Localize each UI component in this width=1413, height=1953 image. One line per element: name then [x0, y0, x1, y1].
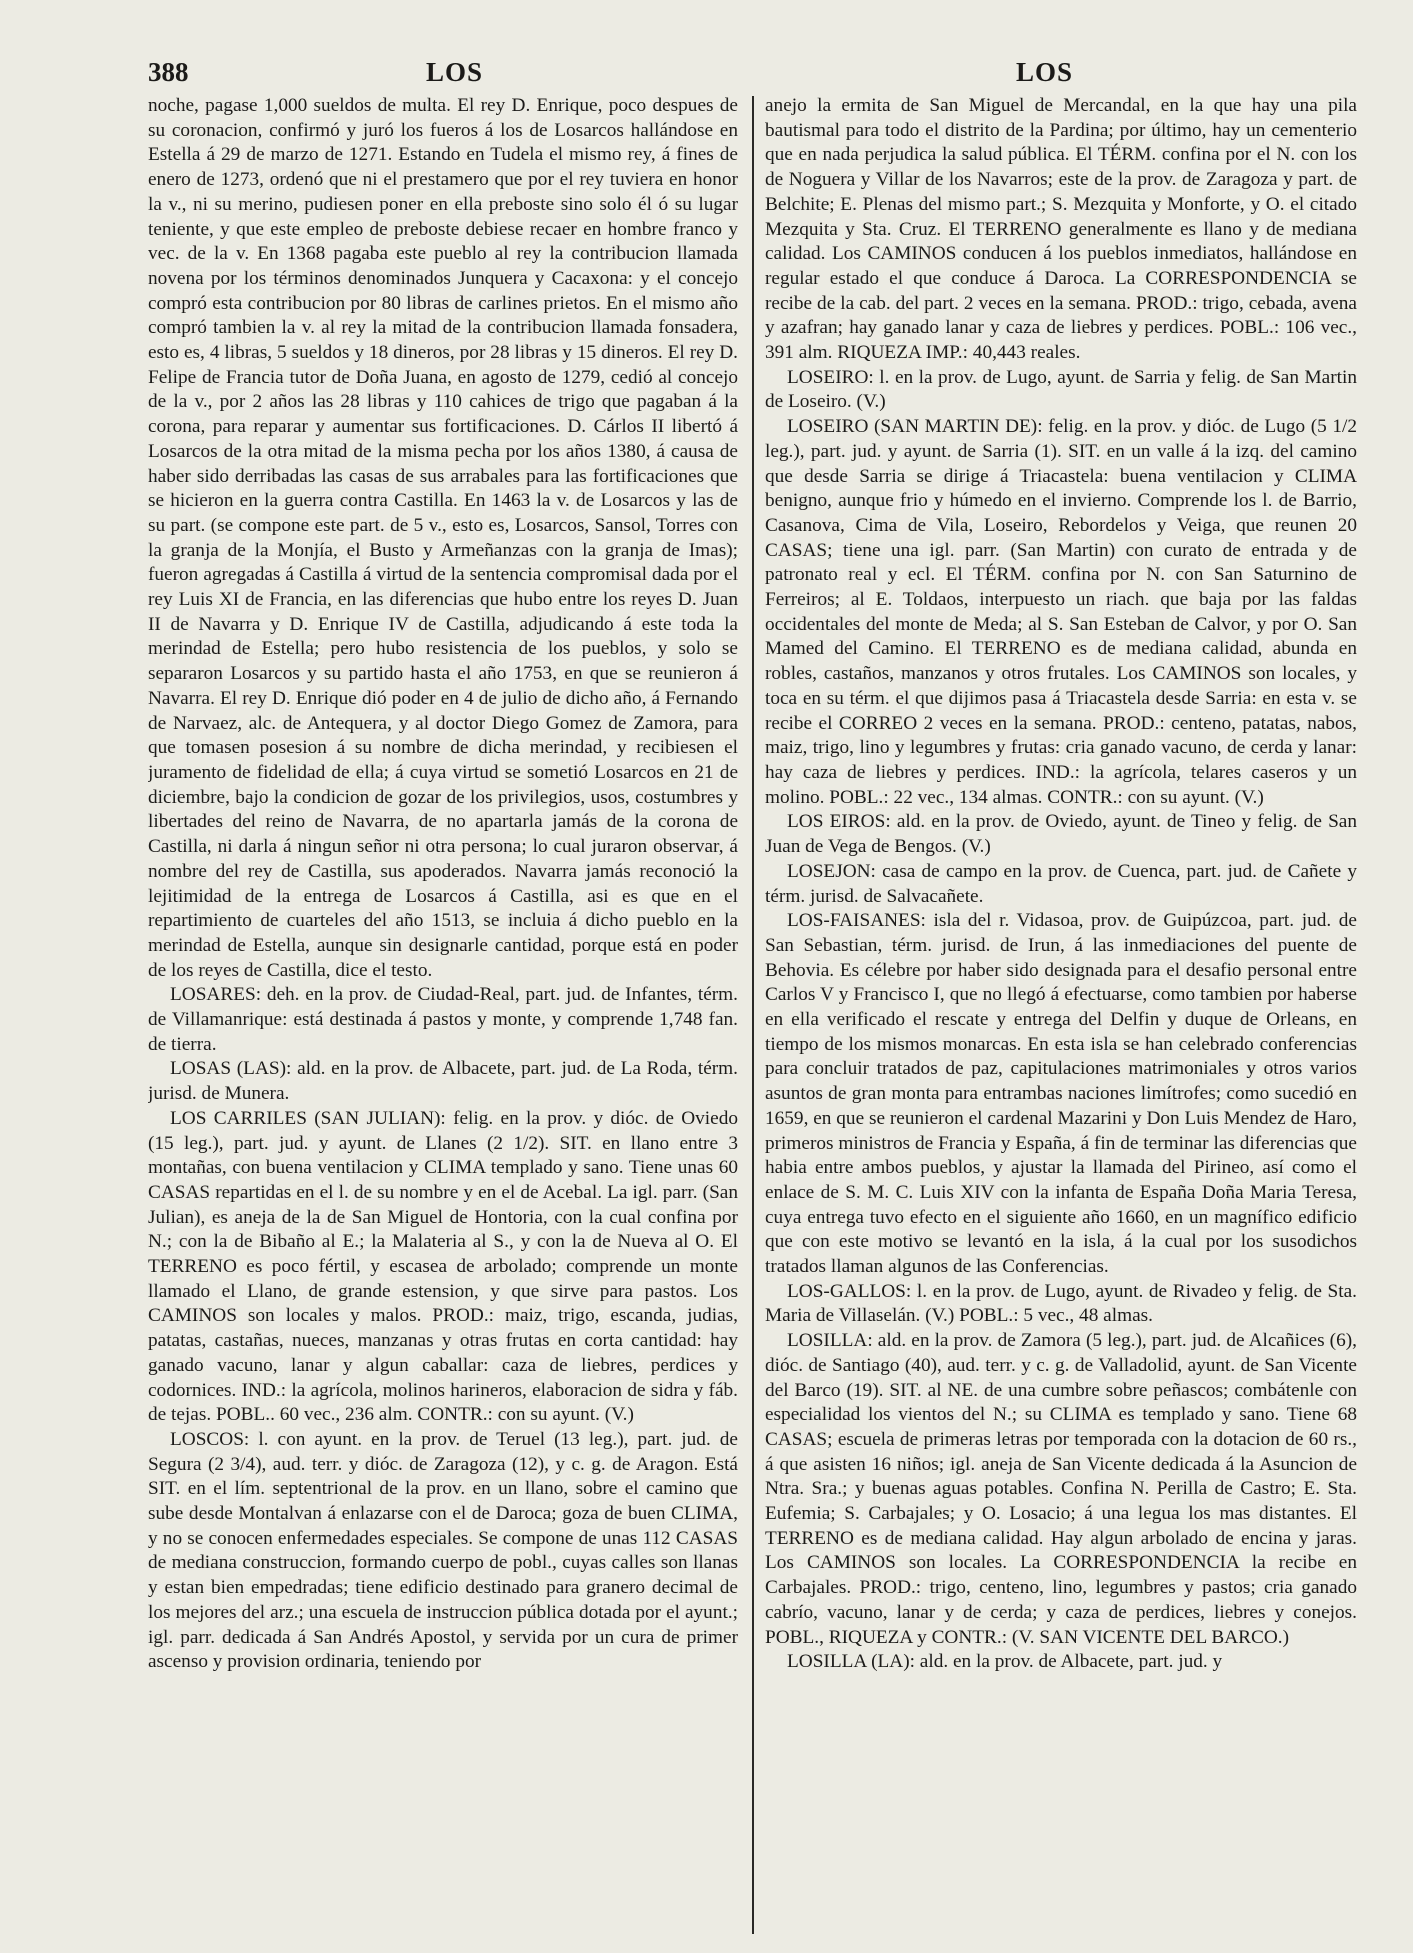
- right-column: [765, 94, 1357, 1935]
- left-column: [148, 94, 738, 1935]
- entry-paragraph: LOSCOS: l. con ayunt. en la prov. de Teruel (13 leg.), part. jud. de Segura (2 3/4), aud. terr. y dióc. de Zaragoza (12), y c. g. de Aragon. Está SIT. en el lím. septentrional de la prov. en un llano, sobre el camino que sube desde Montalvan á enlazarse con el de Daroca; goza de buen CLIMA, y no se conocen enfermedades especiales. Se compone de unas 112 CASAS de mediana construccion, formando cuerpo de pobl., cuyas calles son llanas y estan bien empedradas; tiene edificio destinado para granero decimal de los mejores del arz.; una escuela de instruccion pública dotada por el ayunt.; igl. parr. dedicada á San Andrés Apostol, y servida por un cura de primer ascenso y provision ordinaria, teniendo por: [148, 1428, 738, 1673]
- entry-paragraph: LOSILLA: ald. en la prov. de Zamora (5 leg.), part. jud. de Alcañices (6), dióc. de Santiago (40), aud. terr. y c. g. de Valladolid, ayunt. de San Vicente del Barco (19). SIT. al NE. de una cumbre sobre peñascos; combátenle con especialidad los vientos del N.; su CLIMA es templado y sano. Tiene 68 CASAS; escuela de primeras letras por temporada con la dotacion de 60 rs., á que asisten 16 niños; igl. aneja de San Vicente dedicada á la Asuncion de Ntra. Sra.; y buenas aguas potables. Confina N. Perilla de Castro; E. Sta. Eufemia; S. Carbajales; y O. Losacio; á una legua los mas distantes. El TERRENO es de mediana calidad. Hay algun arbolado de encina y jaras. Los CAMINOS son locales. La CORRESPONDENCIA la recibe en Carbajales. PROD.: trigo, centeno, lino, legumbres y pastos; cria ganado cabrío, vacuno, lanar y de cerda; y caza de perdices, liebres y conejos. POBL., RIQUEZA y CONTR.: (V. SAN VICENTE DEL BARCO.): [765, 1330, 1357, 1648]
- entry-paragraph: LOS EIROS: ald. en la prov. de Oviedo, ayunt. de Tineo y felig. de San Juan de Vega de Bengos. (V.): [765, 811, 1357, 858]
- entry-paragraph: noche, pagase 1,000 sueldos de multa. El rey D. Enrique, poco despues de su coronacion, confirmó y juró los fueros á los de Losarcos hallándose en Estella á 29 de marzo de 1271. Estando en Tudela el mismo rey, á fines de enero de 1273, ordenó que ni el prestamero que por el rey tuviera en honor la v., ni su merino, pudiesen poner en ella preboste sino solo él ó su lugar teniente, y que este empleo de preboste debiese recaer en hombre franco y vec. de la v. En 1368 pagaba este pueblo al rey la contribucion llamada novena por los términos denominados Junquera y Cacaxona: y el concejo compró esta contribucion por 80 libras de carlines prietos. En el mismo año compró tambien la v. al rey la mitad de la contribucion llamada fonsadera, esto es, 4 libras, 5 sueldos y 18 dineros, por 28 libras y 15 dineros. El rey D. Felipe de Francia tutor de Doña Juana, en agosto de 1279, cedió al concejo de la v., por 2 años las 28 libras y 110 cahices de trigo que pagaban á la corona, para reparar y aumentar sus fortificaciones. D. Cárlos II libertó á Losarcos de la otra mitad de la misma pecha por los años 1380, á causa de haber sido derribadas las casas de sus arrabales para las fortificaciones que se hicieron en la guerra contra Castilla. En 1463 la v. de Losarcos y las de su part. (se compone este part. de 5 v., esto es, Losarcos, Sansol, Torres con la granja de la Monjía, el Busto y Armeñanzas con la granja de Imas); fueron agregadas á Castilla á virtud de la sentencia compromisal dada por el rey Luis XI de Francia, en las diferencias que hubo entre los reyes D. Juan II de Navarra y D. Enrique IV de Castilla, adjudicando á este toda la merindad de Estella; pero hubo resistencia de los pueblos, y solo se separaron Losarcos y su partido hasta el año 1753, en que se reunieron á Navarra. El rey D. Enrique dió poder en 4 de julio de dicho año, á Fernando de Narvaez, alc. de Antequera, y al doctor Diego Gomez de Zamora, para que tomasen posesion á su nombre de dicha merindad, y recibiesen el juramento de fidelidad de ella; á cuya virtud se sometió Losarcos en 21 de diciembre, bajo la condicion de gozar de los privilegios, usos, costumbres y libertades del reino de Navarra, de no apartarla jamás de la corona de Castilla, ni darla á ningun señor ni otra persona; lo cual juraron observar, á nombre del rey de Castilla, sus apoderados. Navarra jamás reconoció la lejitimidad de la entrega de Losarcos á Castilla, asi es que en el repartimiento de cuarteles del año 1513, se incluia á dicho pueblo en la merindad de Estella, aunque sin designarle cantidad, porque está en poder de los reyes de Castilla, dice el testo.: [148, 95, 738, 981]
- entry-paragraph: LOSILLA (LA): ald. en la prov. de Albacete, part. jud. y: [787, 1651, 1223, 1673]
- entry-paragraph: LOSAS (LAS): ald. en la prov. de Albacete, part. jud. de La Roda, térm. jurisd. de Munera.: [148, 1058, 738, 1105]
- entry-paragraph: LOSEIRO (SAN MARTIN DE): felig. en la prov. y dióc. de Lugo (5 1/2 leg.), part. jud. y ayunt. de Sarria (1). SIT. en un valle á la izq. del camino que desde Sarria se dirige á Triacastela: buena ventilacion y CLIMA benigno, aunque frio y húmedo en el invierno. Comprende los l. de Barrio, Casanova, Cima de Vila, Loseiro, Rebordelos y Veiga, que reunen 20 CASAS; tiene una igl. parr. (San Martin) con curato de entrada y de patronato real y ecl. El TÉRM. confina por N. con San Saturnino de Ferreiros; al E. Toldaos, interpuesto un riach. que baja por las faldas occidentales del monte de Meda; al S. San Esteban de Calvor, y por O. San Mamed del Camino. El TERRENO es de mediana calidad, abunda en robles, castaños, manzanos y otros frutales. Los CAMINOS son locales, y toca en su térm. el que dijimos pasa á Triacastela desde Sarria: en esta v. se recibe el CORREO 2 veces en la semana. PROD.: centeno, patatas, nabos, maiz, trigo, lino y legumbres y frutas: cria ganado vacuno, de cerda y lanar: hay caza de liebres y perdices. IND.: la agrícola, telares caseros y un molino. POBL.: 22 vec., 134 almas. CONTR.: con su ayunt. (V.): [765, 416, 1357, 808]
- entry-paragraph: LOS-GALLOS: l. en la prov. de Lugo, ayunt. de Rivadeo y felig. de Sta. Maria de Villaselán. (V.) POBL.: 5 vec., 48 almas.: [765, 1280, 1357, 1327]
- entry-paragraph: anejo la ermita de San Miguel de Mercandal, en la que hay una pila bautismal para todo el distrito de la Pardina; por último, hay un cementerio que en nada perjudica la salud pública. El TÉRM. confina por el N. con los de Noguera y Villar de los Navarros; este de la prov. de Zaragoza y part. de Belchite; E. Plenas del mismo part.; S. Mezquita y Monforte, y O. el citado Mezquita y Sta. Cruz. El TERRENO generalmente es llano y de mediana calidad. Los CAMINOS conducen á los pueblos inmediatos, hallándose en regular estado el que conduce á Daroca. La CORRESPONDENCIA se recibe de la cab. del part. 2 veces en la semana. PROD.: trigo, cebada, avena y azafran; hay ganado lanar y caza de liebres y perdices. POBL.: 106 vec., 391 alm. RIQUEZA IMP.: 40,443 reales.: [765, 95, 1357, 364]
- entry-paragraph: LOSEJON: casa de campo en la prov. de Cuenca, part. jud. de Cañete y térm. jurisd. de Salvacañete.: [765, 860, 1357, 907]
- left-running-head: LOS: [426, 57, 484, 87]
- entry-paragraph: LOSEIRO: l. en la prov. de Lugo, ayunt. de Sarria y felig. de San Martin de Loseiro. (V.): [765, 366, 1357, 413]
- right-running-head: LOS: [1016, 57, 1074, 87]
- page-header: [148, 52, 1373, 92]
- entry-paragraph: LOS-FAISANES: isla del r. Vidasoa, prov. de Guipúzcoa, part. jud. de San Sebastian, térm. jurisd. de Irun, á las inmediaciones del puente de Behovia. Es célebre por haber sido designada para el desafio personal entre Carlos V y Francisco I, que no llegó á efectuarse, como tambien por haberse en ella verificado el rescate y entrega del Delfin y duque de Orleans, en tiempo de los mismos monarcas. En esta isla se han celebrado conferencias para concluir tratados de paz, capitulaciones matrimoniales y otros varios asuntos de gran monta para entrambas naciones limítrofes; como sucedió en 1659, en que se reunieron el cardenal Mazarini y Don Luis Mendez de Haro, primeros ministros de Francia y España, á fin de terminar las diferencias que habia entre ambos pueblos, y ajustar la llamada del Pirineo, así como el enlace de S. M. C. Luis XIV con la infanta de España Doña Maria Teresa, cuya entrega tuvo efecto en el siguiente año 1660, en un magnífico edificio que con este motivo se levantó en la isla, á la cual por los susodichos tratados llaman algunos de las Conferencias.: [765, 910, 1357, 1278]
- column-divider: [752, 96, 754, 1934]
- entry-paragraph: LOS CARRILES (SAN JULIAN): felig. en la prov. y dióc. de Oviedo (15 leg.), part. jud. y ayunt. de Llanes (2 1/2). SIT. en llano entre 3 montañas, con buena ventilacion y CLIMA templado y sano. Tiene unas 60 CASAS repartidas en el l. de su nombre y en el de Acebal. La igl. parr. (San Julian), es aneja de la de San Miguel de Hontoria, con la cual confina por N.; con la de Bibaño al E.; la Malateria al S., y con la de Nueva al O. El TERRENO es poco fértil, y escasea de arbolado; comprende un monte llamado el Llano, de grande estension, y que sirve para pastos. Los CAMINOS son locales y malos. PROD.: maiz, trigo, escanda, judias, patatas, castañas, nueces, manzanas y otras frutas en corta cantidad: hay ganado vacuno, lanar y algun caballar: caza de liebres, perdices y codornices. IND.: la agrícola, molinos harineros, elaboracion de sidra y fáb. de tejas. POBL.. 60 vec., 236 alm. CONTR.: con su ayunt. (V.): [148, 1107, 738, 1426]
- page-number: 388: [148, 57, 189, 87]
- entry-paragraph: LOSARES: deh. en la prov. de Ciudad-Real, part. jud. de Infantes, térm. de Villamanrique: está destinada á pastos y monte, y comprende 1,748 fan. de tierra.: [148, 984, 738, 1055]
